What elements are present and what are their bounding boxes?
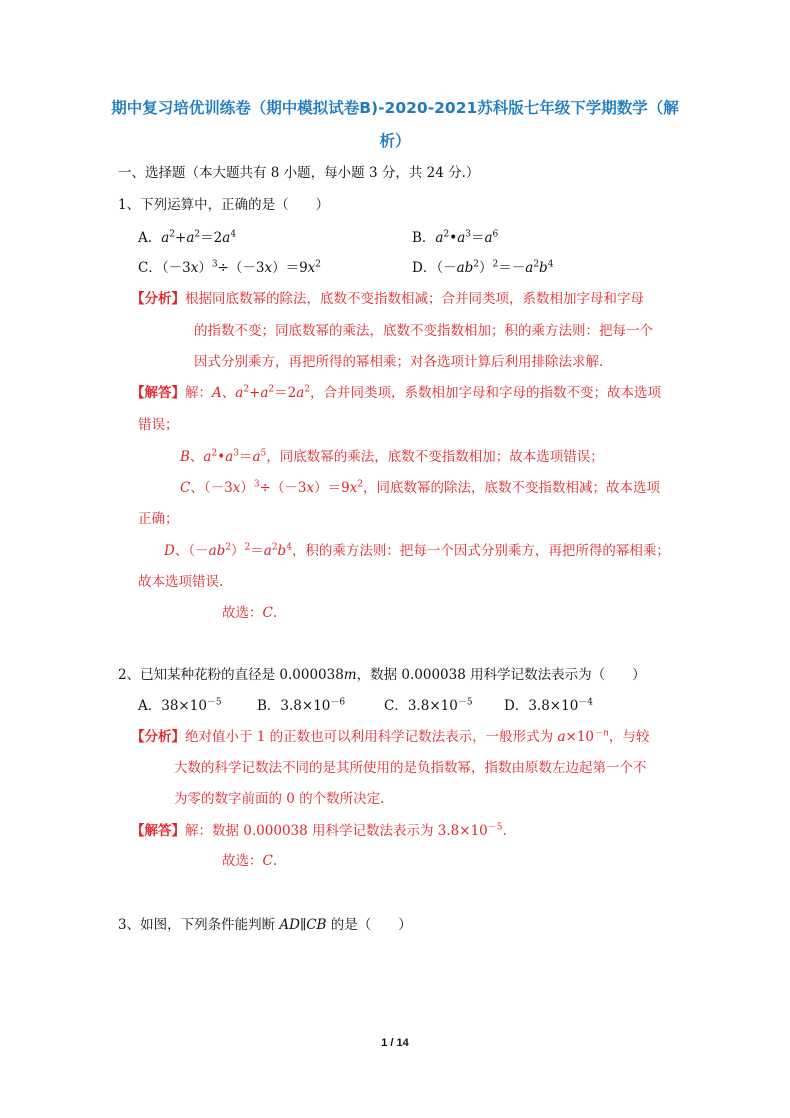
answer-tag: 【解答】 — [131, 823, 185, 839]
page-number: 1 / 14 — [381, 1037, 409, 1049]
q2-analysis-line-1: 【分析】绝对值小于 1 的正数也可以利用科学记数法表示，一般形式为 $a\times 10^{-n}$，与较 — [131, 728, 650, 745]
q1-analysis-line-2: 的指数不变；同底数幂的乘法，底数不变指数相加；积的乘方法则：把每一个 — [194, 323, 653, 339]
q2-final-choice: 故选：C. — [222, 853, 278, 869]
q2-option-c: C．$3.8\times 10^{-5}$ — [384, 697, 473, 714]
q2-analysis-line-2: 大数的科学记数法不同的是其所使用的是负指数幂，指数由原数左边起第一个不 — [174, 760, 647, 776]
q1-analysis-line-1: 【分析】根据同底数幂的除法，底数不变指数相减；合并同类项，系数相加字母和字母 — [131, 291, 644, 307]
q2-answer-line: 【解答】解：数据 0.000038 用科学记数法表示为 $3.8\times 10^{-5}$. — [131, 822, 507, 839]
q1-answer-line-d1: D、$(-ab^2)^2=a^2b^4$，积的乘方法则：把每一个因式分别乘方，再把所得的幂相乘； — [164, 542, 670, 559]
q1-answer-line-a2: 错误； — [138, 417, 179, 433]
q2-option-b: B．$3.8\times 10^{-6}$ — [257, 697, 346, 714]
document-title-line-1: 期中复习培优训练卷（期中模拟试卷B)-2020-2021苏科版七年级下学期数学（解 — [111, 99, 679, 117]
q2-option-d: D．$3.8\times 10^{-4}$ — [504, 697, 594, 714]
question-2-stem: 2、已知某种花粉的直径是 0.000038m，数据 0.000038 用科学记数法表示为（ ） — [118, 667, 646, 683]
q1-answer-line-a1: 【解答】解：A、$a^2+a^2=2a^2$，合并同类项，系数相加字母和字母的指数不变；故本选项 — [131, 384, 662, 401]
q1-option-c: C．$(-3x)^3\div(-3x)=9x^2$ — [138, 259, 322, 276]
question-3-stem: 3、如图，下列条件能判断 AD∥CB 的是（ ） — [118, 917, 412, 933]
q2-analysis-line-3: 为零的数字前面的 0 的个数所决定. — [174, 791, 385, 807]
q1-final-choice: 故选：C. — [222, 605, 278, 621]
q1-answer-line-c2: 正确； — [138, 511, 179, 527]
analysis-tag: 【分析】 — [131, 291, 185, 307]
answer-tag: 【解答】 — [131, 385, 185, 401]
q1-analysis-line-3: 因式分别乘方，再把所得的幂相乘；对各选项计算后利用排除法求解. — [194, 354, 604, 370]
q1-answer-line-b: B、$a^2•a^3=a^5$，同底数幂的乘法，底数不变指数相加；故本选项错误； — [180, 448, 604, 465]
q2-option-a: A．$38\times 10^{-5}$ — [138, 697, 222, 714]
question-1-stem: 1、下列运算中，正确的是（ ） — [118, 197, 330, 213]
q1-option-d: D．$(-ab^2)^2=-a^2b^4$ — [412, 259, 554, 276]
section-heading: 一、选择题（本大题共有 8 小题，每小题 3 分，共 24 分.） — [118, 165, 480, 181]
q1-option-a: A．$a^2+a^2=2a^4$ — [138, 229, 237, 246]
q1-answer-line-d2: 故本选项错误. — [138, 574, 224, 590]
q1-answer-line-c1: C、$(-3x)^3\div(-3x)=9x^2$，同底数幂的除法，底数不变指数相减；故本选项 — [180, 479, 661, 496]
analysis-tag: 【分析】 — [131, 729, 185, 745]
q1-option-b: B．$a^2•a^3=a^6$ — [412, 229, 499, 246]
document-title-line-2: 析） — [379, 132, 411, 150]
